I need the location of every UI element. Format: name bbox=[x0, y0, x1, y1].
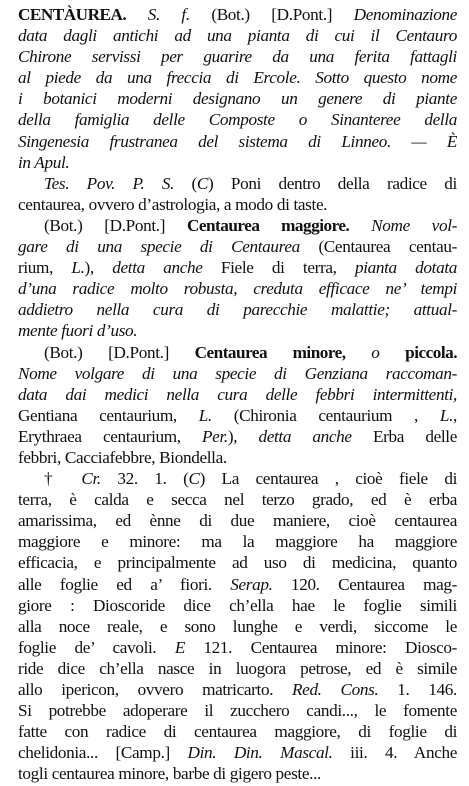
text-line bbox=[18, 342, 457, 363]
text-run: (Chironia centaurium , bbox=[211, 405, 440, 425]
text-run: ride dice ch’ella nasce in luogora petrose, ed è simile bbox=[18, 658, 457, 678]
citation-tesoro-poveri bbox=[18, 173, 457, 215]
text-run: ( bbox=[174, 173, 197, 193]
text-line bbox=[18, 489, 457, 510]
text-line bbox=[18, 763, 457, 784]
text-line bbox=[18, 67, 457, 88]
text-run: (Bot.) [D.Pont.] bbox=[44, 342, 195, 362]
italic-run: L. bbox=[439, 405, 454, 425]
text-line bbox=[18, 4, 457, 25]
text-line bbox=[18, 46, 457, 67]
text-line bbox=[18, 88, 457, 109]
italic-run: o bbox=[371, 342, 380, 362]
text-line bbox=[18, 658, 457, 679]
bold-run: Centaurea minore, bbox=[194, 342, 346, 362]
text-run: chelidonia... [Camp.] bbox=[18, 743, 188, 763]
italic-run: Cr. bbox=[81, 469, 101, 489]
text-line bbox=[18, 616, 457, 637]
text-line bbox=[18, 742, 457, 763]
text-line bbox=[18, 320, 457, 341]
text-run: 32. 1. ( bbox=[100, 469, 189, 489]
text-line bbox=[18, 637, 457, 658]
text-line bbox=[18, 173, 457, 194]
text-run bbox=[126, 5, 148, 24]
text-run bbox=[346, 343, 372, 362]
text-line bbox=[18, 152, 457, 173]
italic-run: Red. Cons. bbox=[292, 680, 379, 699]
italic-run: Chirone servissi per guarire da una ferita fattagli bbox=[18, 47, 457, 67]
text-run: Fiele di terra, bbox=[202, 258, 355, 278]
text-run: ), bbox=[227, 426, 259, 446]
text-line bbox=[18, 25, 457, 46]
text-run: Si potrebbe adoperare il zucchero candi..., le fomente bbox=[18, 701, 457, 721]
subentry-centaurea-minore bbox=[18, 342, 457, 469]
text-line bbox=[18, 384, 457, 405]
italic-run: d’una radice molto robusta, creduta efficace ne’ tempi bbox=[18, 279, 457, 299]
text-line bbox=[18, 447, 457, 468]
bold-run: CENTÀUREA. bbox=[18, 5, 127, 24]
text-line bbox=[18, 257, 457, 278]
italic-run: Denominazione bbox=[353, 5, 457, 24]
text-run: allo ipericon, ovvero matricarto. bbox=[18, 680, 293, 699]
text-run: † bbox=[44, 469, 82, 489]
text-run: (Centaurea centau- bbox=[299, 237, 457, 257]
italic-run: L. bbox=[71, 258, 85, 278]
bold-run: piccola. bbox=[405, 342, 457, 362]
text-run: fatte con radice di centaurea maggiore, di foglie di bbox=[18, 722, 457, 742]
text-run: terra, è calda e secca nel terzo grado, ed è erba bbox=[18, 490, 457, 510]
italic-run: Nome vol- bbox=[371, 215, 457, 235]
text-line bbox=[18, 405, 457, 426]
text-run: ) Poni dentro della radice di bbox=[208, 173, 457, 193]
italic-run: E bbox=[174, 637, 185, 657]
bold-run: Centaurea maggiore. bbox=[186, 215, 350, 235]
text-run: (Bot.) [D.Pont.] bbox=[44, 215, 187, 235]
italic-run: Din. Din. Mascal. bbox=[187, 743, 333, 763]
text-run: 1. 146. bbox=[378, 680, 457, 699]
text-run: Gentiana centaurium, bbox=[18, 405, 199, 425]
italic-run: data dagli antichi ad una pianta di cui il Centauro bbox=[18, 26, 457, 46]
italic-run: gare di una specie di Centaurea bbox=[18, 237, 300, 257]
text-line bbox=[18, 131, 457, 152]
text-line bbox=[18, 236, 457, 257]
text-run: rium, bbox=[18, 258, 72, 278]
text-run: iii. 4. Anche bbox=[332, 743, 457, 763]
italic-run: detta anche bbox=[112, 258, 203, 278]
italic-run: data dai medici nella cura delle febbri intermittenti, bbox=[18, 384, 457, 404]
text-run: (Bot.) [D.Pont.] bbox=[189, 5, 354, 24]
text-line bbox=[18, 721, 457, 742]
text-run: amarissima, ed ènne di due maniere, cioè centaurea bbox=[18, 511, 457, 531]
text-run: Erythraea centaurium, bbox=[18, 426, 203, 446]
text-run: 120. Centaurea mag- bbox=[272, 574, 457, 594]
italic-run: C bbox=[196, 173, 209, 193]
text-line bbox=[18, 215, 457, 236]
text-run: febbri, Cacciafebbre, Biondella. bbox=[18, 447, 227, 467]
text-run: ) La centaurea , cioè fiele di bbox=[199, 469, 457, 489]
italic-run: Singenesia frustranea del sistema di Linneo. — È bbox=[18, 131, 457, 151]
text-line bbox=[18, 468, 457, 489]
italic-run: C bbox=[188, 469, 200, 489]
text-line bbox=[18, 278, 457, 299]
italic-run: detta anche bbox=[258, 426, 352, 446]
text-run: centaurea, ovvero d’astrologia, a modo di taste. bbox=[18, 194, 328, 214]
text-run: alle foglie ed a’ fiori. bbox=[18, 574, 231, 594]
italic-run: della famiglia delle Composte o Sinanteree della bbox=[18, 110, 457, 130]
subentry-centaurea-maggiore bbox=[18, 215, 457, 342]
text-line bbox=[18, 595, 457, 616]
italic-run: Nome volgare di una specie di Genziana raccoman- bbox=[18, 363, 457, 383]
text-run: alla noce reale, e sono lunghe e verdi, siccome le bbox=[18, 616, 457, 636]
italic-run: S. f. bbox=[147, 5, 190, 24]
italic-run: Per. bbox=[202, 426, 228, 446]
text-line bbox=[18, 194, 457, 215]
text-line bbox=[18, 363, 457, 384]
text-run: 121. Centaurea minore: Diosco- bbox=[184, 637, 457, 657]
text-line bbox=[18, 299, 457, 320]
italic-run: pianta dotata bbox=[354, 258, 457, 278]
text-line bbox=[18, 531, 457, 552]
italic-run: Tes. Pov. P. S. bbox=[44, 173, 175, 193]
text-run: , bbox=[453, 405, 457, 425]
italic-run: mente fuori d’uso. bbox=[18, 321, 138, 341]
text-line bbox=[18, 679, 457, 700]
text-run bbox=[379, 343, 405, 362]
text-run: maggiore e minore: ma la maggiore ha maggiore bbox=[18, 532, 457, 552]
text-line bbox=[18, 552, 457, 573]
citations-block bbox=[18, 468, 457, 784]
text-line bbox=[18, 510, 457, 531]
italic-run: al piede da una freccia di Ercole. Sotto questo nome bbox=[18, 68, 457, 88]
italic-run: in Apul. bbox=[18, 152, 70, 172]
text-run: giore : Dioscoride dice ch’ella hae le foglie simili bbox=[18, 595, 457, 615]
text-run bbox=[349, 216, 371, 235]
text-line bbox=[18, 426, 457, 447]
text-run: ), bbox=[84, 258, 113, 278]
text-line bbox=[18, 700, 457, 721]
text-run: Erba delle bbox=[351, 426, 457, 446]
text-run: efficacia, e principalmente ad uso di medicina, quanto bbox=[18, 553, 457, 573]
text-run: foglie de’ cavoli. bbox=[18, 637, 175, 657]
italic-run: L. bbox=[198, 405, 212, 425]
italic-run: Serap. bbox=[230, 574, 273, 594]
italic-run: i botanici moderni designano un genere di piante bbox=[18, 89, 457, 109]
italic-run: addietro nella cura di parecchie malattie; attual- bbox=[18, 300, 457, 320]
text-line bbox=[18, 109, 457, 130]
text-line bbox=[18, 574, 457, 595]
entry-definition bbox=[18, 4, 457, 173]
text-run: togli centaurea minore, barbe di gigero peste... bbox=[18, 764, 321, 784]
